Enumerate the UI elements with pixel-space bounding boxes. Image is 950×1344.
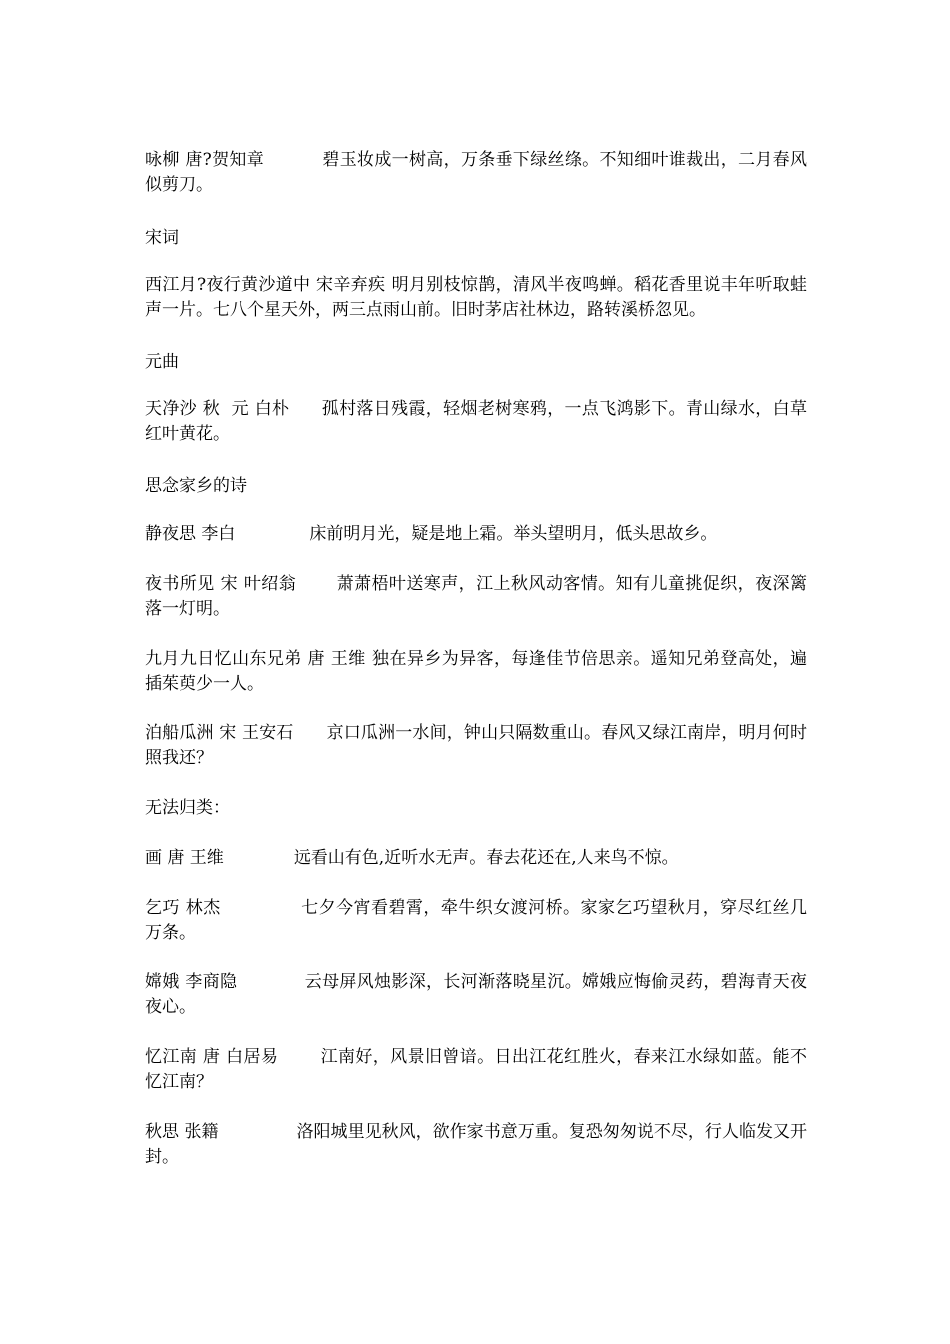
- poem-jingyesi: [145, 522, 807, 547]
- poem-text: 远看山有色,近听水无声。春去花还在,人来鸟不惊。: [293, 848, 679, 868]
- poem-title-author: 西江月?夜行黄沙道中 宋辛弃疾: [145, 275, 386, 295]
- poem-title-author: 秋思 张籍: [145, 1122, 219, 1142]
- poem-hua: [145, 846, 807, 871]
- poem-text: 孤村落日残霞，轻烟老树寒鸦，一点飞鸿影下。青山绿水，白草红叶黄花。: [145, 399, 807, 444]
- poem-text: 明月别枝惊鹊，清风半夜鸣蝉。稻花香里说丰年听取蛙声一片。七八个星天外，两三点雨山前。旧时茅店社林边，路转溪桥忽见。: [145, 275, 808, 320]
- poem-text: 京口瓜洲一水间，钟山只隔数重山。春风又绿江南岸，明月何时照我还？: [145, 723, 807, 768]
- section-heading-songci: 宋词: [145, 228, 179, 248]
- poem-qiusi: [145, 1120, 807, 1170]
- poem-text: 江南好，风景旧曾谙。日出江花红胜火，春来江水绿如蓝。能不忆江南？: [145, 1047, 808, 1092]
- poem-text: 床前明月光，疑是地上霜。举头望明月，低头思故乡。: [309, 524, 718, 544]
- poem-title-author: 忆江南 唐 白居易: [145, 1047, 279, 1067]
- poem-bochuanguazhou: [145, 721, 807, 771]
- poem-xijiangyue: [145, 273, 807, 323]
- poem-title-author: 乞巧 林杰: [145, 898, 221, 918]
- poem-title-author: 咏柳 唐?贺知章: [145, 150, 265, 170]
- poem-yongliu: [145, 148, 807, 198]
- poem-title-author: 夜书所见 宋 叶绍翁: [145, 574, 297, 594]
- poem-title-author: 画 唐 王维: [145, 848, 224, 868]
- poem-text: 萧萧梧叶送寒声，江上秋风动客情。知有儿童挑促织，夜深篱落一灯明。: [145, 574, 807, 619]
- poem-title-author: 天净沙 秋 元 白朴: [145, 399, 290, 419]
- poem-title-author: 泊船瓜洲 宋 王安石: [145, 723, 294, 743]
- poem-text: 洛阳城里见秋风，欲作家书意万重。复恐匆匆说不尽，行人临发又开封。: [145, 1122, 808, 1167]
- poem-qiqiao: [145, 896, 807, 946]
- poem-text: 七夕今宵看碧霄，牵牛织女渡河桥。家家乞巧望秋月，穿尽红丝几万条。: [145, 898, 808, 943]
- poem-chang-e: [145, 970, 807, 1020]
- section-heading-homesick: 思念家乡的诗: [145, 476, 247, 496]
- section-heading-yuanqu: 元曲: [145, 352, 179, 372]
- poem-title-author: 九月九日忆山东兄弟 唐 王维: [145, 649, 366, 669]
- poem-yeshusuojian: [145, 572, 807, 622]
- poem-title-author: 嫦娥 李商隐: [145, 972, 238, 992]
- poem-text: 云母屏风烛影深，长河渐落晓星沉。嫦娥应悔偷灵药，碧海青天夜夜心。: [145, 972, 808, 1017]
- poem-jiuyuejiuri: [145, 647, 807, 697]
- section-heading-misc: 无法归类：: [145, 798, 230, 818]
- poem-text: 独在异乡为异客，每逢佳节倍思亲。遥知兄弟登高处，遍插茱萸少一人。: [145, 649, 808, 694]
- poem-title-author: 静夜思 李白: [145, 524, 236, 544]
- poem-yijiangnan: [145, 1045, 807, 1095]
- poem-tianjingsha: [145, 397, 807, 447]
- poem-text: 碧玉妆成一树高，万条垂下绿丝绦。不知细叶谁裁出，二月春风似剪刀。: [145, 150, 807, 195]
